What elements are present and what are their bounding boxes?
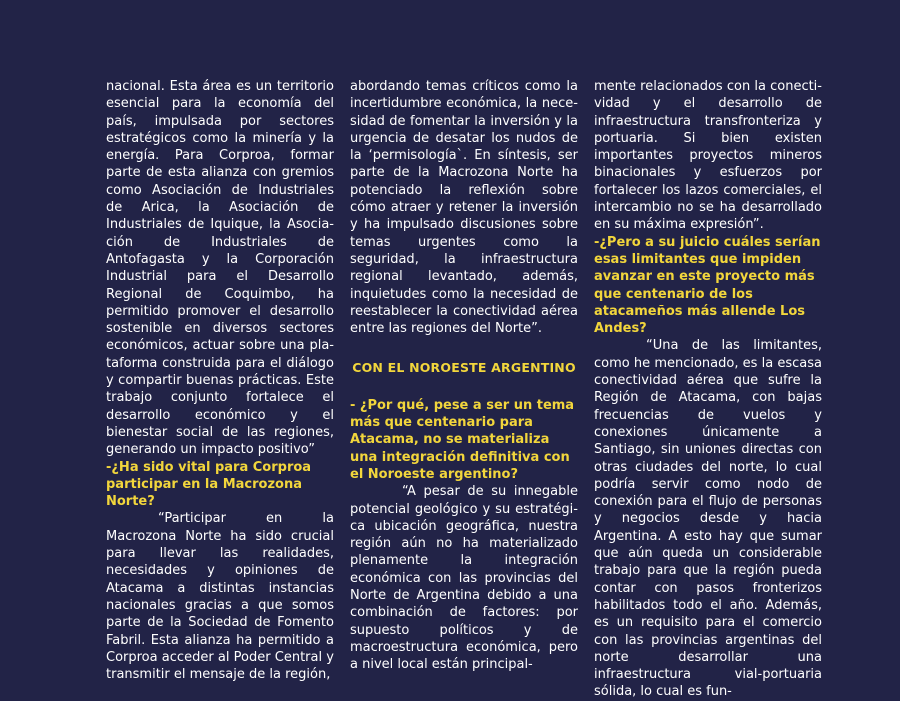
section-heading: CON EL NOROESTE ARGENTINO <box>352 360 576 376</box>
interview-question: -¿Ha sido vital para Corproa participar en la Macrozona Norte? <box>106 459 312 510</box>
body-paragraph: abordando temas críticos como la incertidumbre económica, la necesidad de fomentar la inversión y la urgencia de desatar los nudos de la ‘permisología`. En síntesis, ser parte de la Macrozona Norte ha potenciado la reflexión sobre cómo atraer y retener la inversión y ha impulsado discusiones sobre temas urgentes como la seguridad, la infraestructura regional levantado, además, inquietudes como la necesidad de reestablecer la conectividad aérea entre las regiones del Norte”. <box>350 79 578 337</box>
article-column-1 <box>106 78 334 683</box>
body-paragraph: nacional. Esta área es un territorio esencial para la economía del país, impulsada por sectores estratégicos como la minería y la energía. Para Corproa, formar parte de esta alianza con gremios como Asociación de Industriales de Arica, la Asociación de Industriales de Iquique, la Asociación de Industriales de Antofagasta y la Corporación Industrial para el Desarrollo Regional de Coquimbo, ha permitido promover el desarrollo sostenible en diversos sectores económicos, actuar sobre una plataforma construida para el diálogo y compartir buenas prácticas. Este trabajo conjunto fortalece el desarrollo económico y el bienestar social de las regiones, generando un impacto positivo” <box>106 79 334 458</box>
interview-question: - ¿Por qué, pese a ser un tema más que centenario para Atacama, no se materializa una integración definitiva con el Noroeste argentino? <box>350 397 575 482</box>
body-paragraph: mente relacionados con la conectividad y el desarrollo de infraestructura transfronteriza y portuaria. Si bien existen importantes proyectos mineros binacionales y esfuerzos por fortalecer los lazos comerciales, el intercambio no se ha desarrollado en su máxima expresión”. <box>594 79 822 233</box>
article-column-2 <box>350 78 578 674</box>
article-column-3 <box>594 78 822 701</box>
body-paragraph: “Participar en la Macrozona Norte ha sido crucial para llevar las realidades, necesidades y opiniones de Atacama a distintas instancias nacionales gracias a que somos parte de la Sociedad de Fomento Fabril. Esta alianza ha permitido a Corproa acceder al Poder Central y transmitir el mensaje de la región, <box>106 511 334 683</box>
interview-question: -¿Pero a su juicio cuáles serían esas limitantes que impiden avanzar en este proyecto más que centenario de los atacameños más allende Los Andes? <box>594 234 821 337</box>
body-paragraph: “Una de las limitantes, como he mencionado, es la escasa conectividad aérea que sufre la Región de Atacama, con bajas frecuencias de vuelos y conexiones únicamente a Santiago, sin uniones directas con otras ciudades del norte, lo cual podría servir como nodo de conexión para el flujo de personas y negocios desde y hacia Argentina. A esto hay que sumar que aún queda un considerable trabajo para que la región pueda contar con pasos fronterizos habilitados todo el año. Además, es un requisito para el comercio con las provincias argentinas del norte desarrollar una infraestructura vial-portuaria sólida, lo cual es fun- <box>594 338 822 700</box>
body-paragraph: “A pesar de su innegable potencial geológico y su estratégica ubicación geográfica, nuestra región aún no ha materializado plenamente la integración económica con las provincias del Norte de Argentina debido a una combinación de factores: por supuesto políticos y de macroestructura económica, pero a nivel local están principal- <box>350 484 578 673</box>
